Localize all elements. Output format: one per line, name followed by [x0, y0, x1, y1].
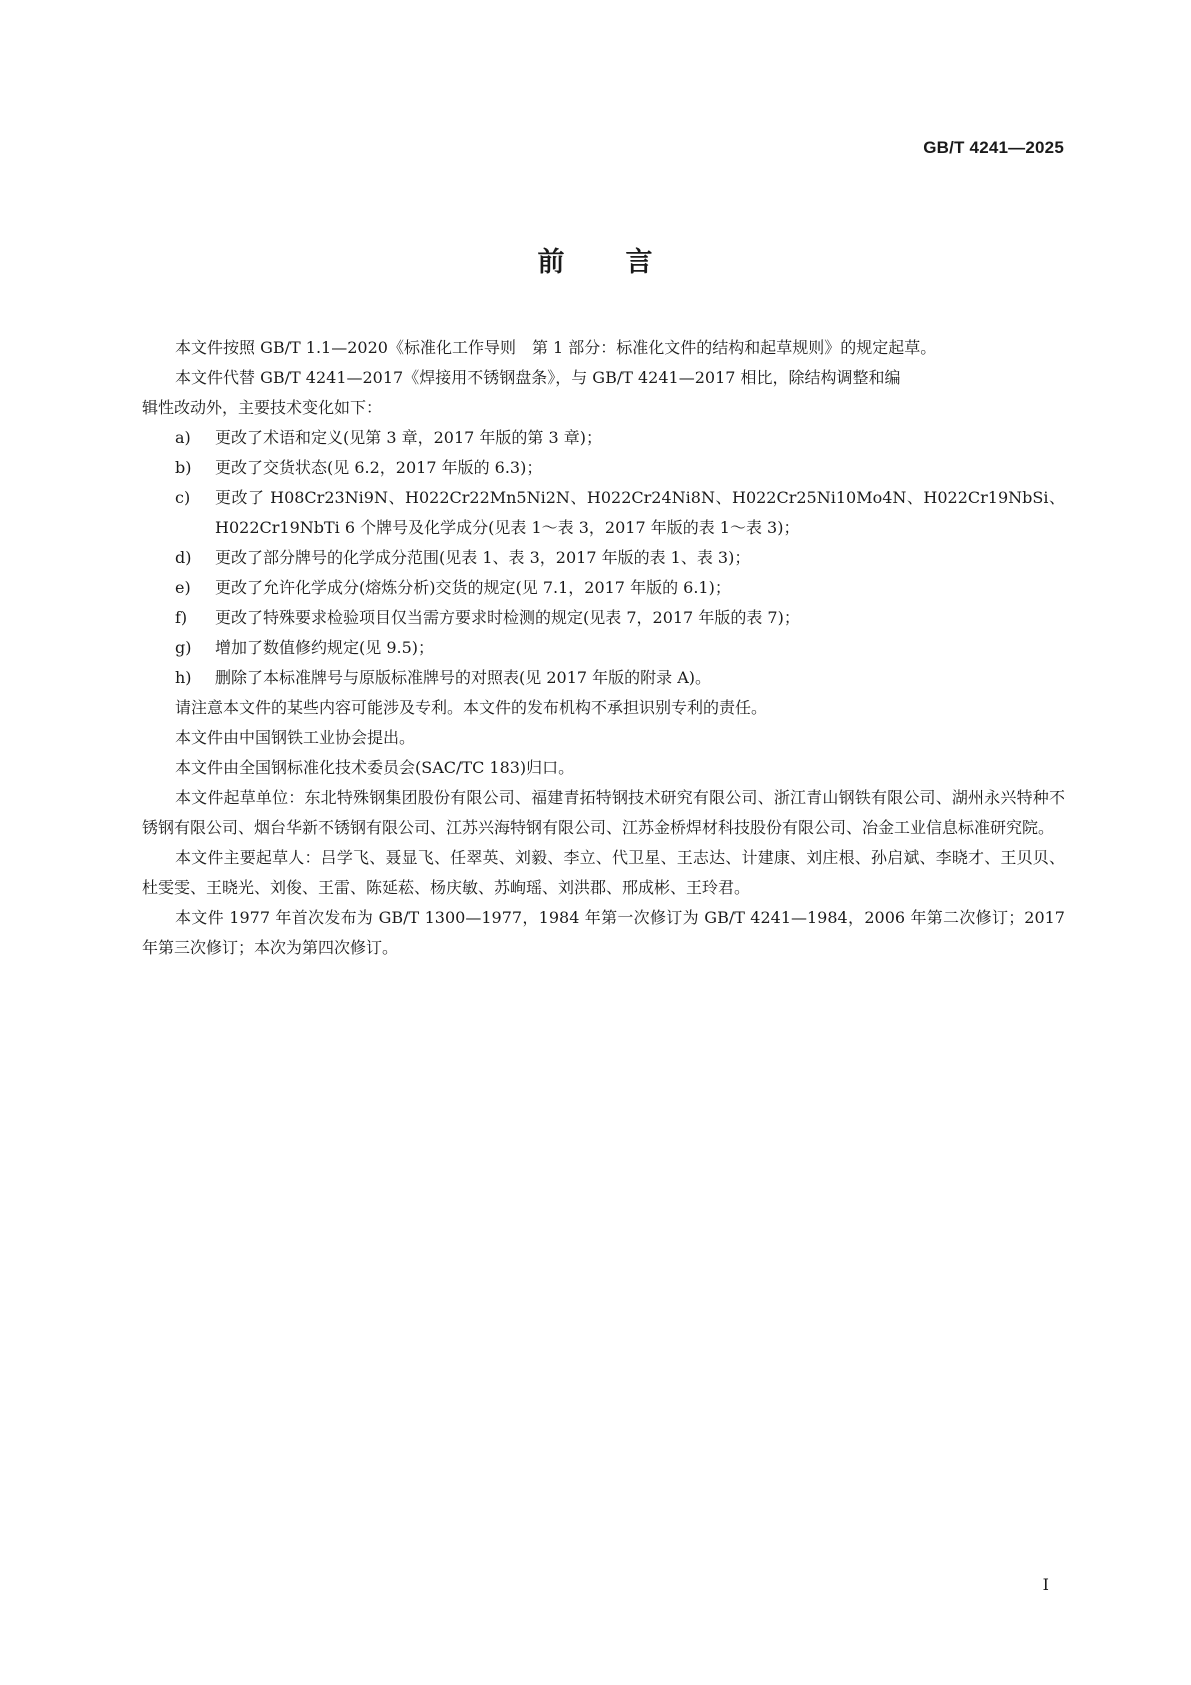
- list-item: [142, 573, 1065, 603]
- list-marker: b): [175, 458, 192, 477]
- list-text: 增加了数值修约规定(见 9.5)；: [215, 638, 435, 657]
- replaces-paragraph-line1: 本文件代替 GB/T 4241—2017《焊接用不锈钢盘条》，与 GB/T 4241—2017 相比，除结构调整和编: [175, 368, 901, 387]
- replaces-paragraph-line2: 辑性改动外，主要技术变化如下：: [142, 398, 383, 417]
- list-item: [142, 483, 1065, 543]
- foreword-body: [142, 333, 1065, 963]
- list-text: 更改了术语和定义(见第 3 章，2017 年版的第 3 章)；: [215, 428, 602, 447]
- list-text: 更改了部分牌号的化学成分范围(见表 1、表 3，2017 年版的表 1、表 3)；: [215, 548, 751, 567]
- list-marker: c): [175, 488, 191, 507]
- list-marker: a): [175, 428, 191, 447]
- list-item: [142, 423, 1065, 453]
- list-text: 更改了特殊要求检验项目仅当需方要求时检测的规定(见表 7，2017 年版的表 7)；: [215, 608, 800, 627]
- list-marker: g): [175, 638, 192, 657]
- title-char-1: 前: [537, 247, 566, 278]
- list-marker: h): [175, 668, 192, 687]
- history-paragraph: 本文件 1977 年首次发布为 GB/T 1300—1977，1984 年第一次修订为 GB/T 4241—1984，2006 年第二次修订；2017 年第三次修订；本次为第四次修订。: [142, 908, 1065, 957]
- page-title: [0, 240, 1191, 279]
- list-item: [142, 453, 1065, 483]
- proposed-by-paragraph: 本文件由中国钢铁工业协会提出。: [175, 728, 416, 747]
- list-text: 删除了本标准牌号与原版标准牌号的对照表(见 2017 年版的附录 A)。: [215, 668, 712, 687]
- changes-list: [142, 423, 1065, 693]
- list-item: [142, 543, 1065, 573]
- list-marker: d): [175, 548, 192, 567]
- drafters-paragraph: 本文件主要起草人：吕学飞、聂显飞、任翠英、刘毅、李立、代卫星、王志达、计建康、刘庄根、孙启斌、李晓才、王贝贝、杜雯雯、王晓光、刘俊、王雷、陈延菘、杨庆敏、苏峋瑶、刘洪郡、邢成彬、王玲君。: [142, 848, 1065, 897]
- list-text: 更改了交货状态(见 6.2，2017 年版的 6.3)；: [215, 458, 543, 477]
- list-item: [142, 633, 1065, 663]
- list-item: [142, 603, 1065, 633]
- list-item: [142, 663, 1065, 693]
- list-marker: e): [175, 578, 191, 597]
- list-text: 更改了允许化学成分(熔炼分析)交货的规定(见 7.1，2017 年版的 6.1)；: [215, 578, 731, 597]
- title-char-2: 言: [625, 247, 654, 278]
- list-text: 更改了 H08Cr23Ni9N、H022Cr22Mn5Ni2N、H022Cr24Ni8N、H022Cr25Ni10Mo4N、H022Cr19NbSi、H022Cr19NbTi 6 个牌号及化学成分(见表 1～表 3，2017 年版的表 1～表 3)；: [215, 488, 1065, 537]
- centralized-by-paragraph: 本文件由全国钢标准化技术委员会(SAC/TC 183)归口。: [175, 758, 575, 777]
- list-marker: f): [175, 608, 188, 627]
- drafting-rule-paragraph: 本文件按照 GB/T 1.1—2020《标准化工作导则 第 1 部分：标准化文件的结构和起草规则》的规定起草。: [175, 338, 937, 357]
- patent-notice-paragraph: 请注意本文件的某些内容可能涉及专利。本文件的发布机构不承担识别专利的责任。: [175, 698, 768, 717]
- page-number: I: [1042, 1575, 1049, 1594]
- drafting-units-paragraph: 本文件起草单位：东北特殊钢集团股份有限公司、福建青拓特钢技术研究有限公司、浙江青山钢铁有限公司、湖州永兴特种不锈钢有限公司、烟台华新不锈钢有限公司、江苏兴海特钢有限公司、江苏金桥焊材科技股份有限公司、冶金工业信息标准研究院。: [142, 788, 1065, 837]
- standard-code: GB/T 4241—2025: [923, 138, 1064, 157]
